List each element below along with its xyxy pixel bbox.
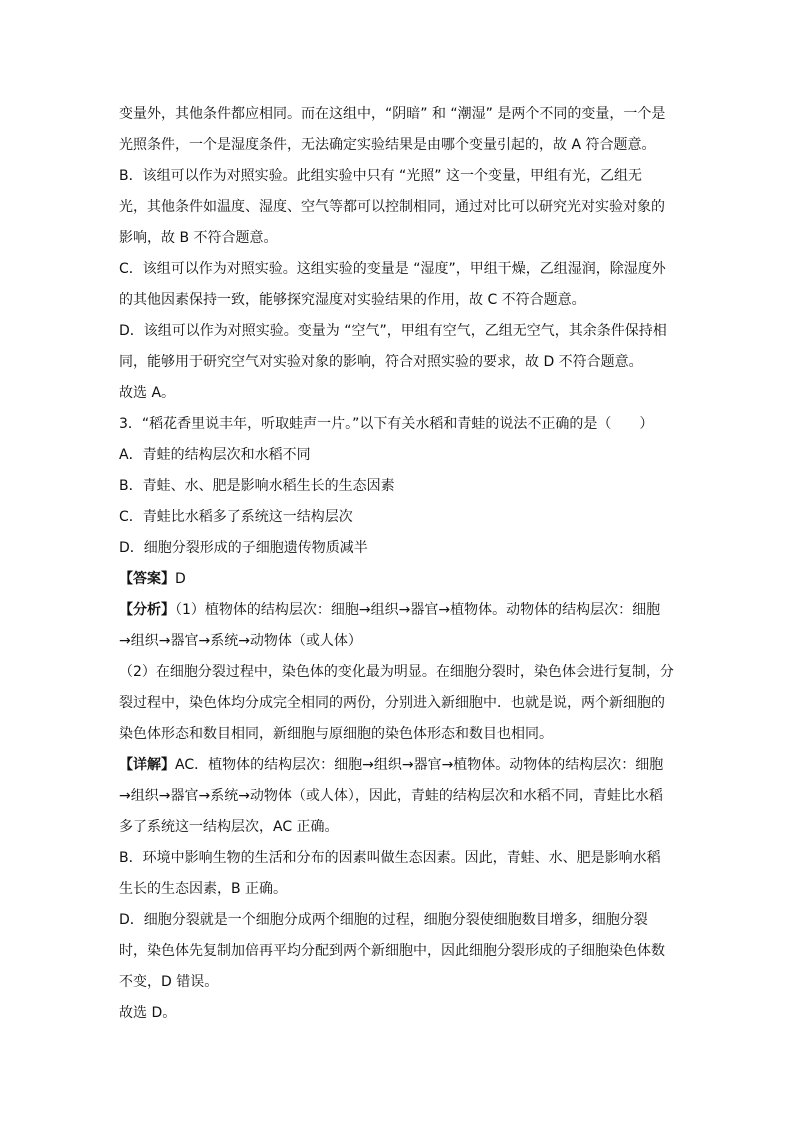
detail-text: AC．植物体的结构层次：细胞→组织→器官→植物体。动物体的结构层次：细胞 bbox=[175, 757, 664, 773]
option-b: B．青蛙、水、肥是影响水稻生长的生态因素 bbox=[119, 478, 395, 494]
answer-line bbox=[119, 569, 689, 589]
text-line: 生长的生态因素，B 正确。 bbox=[119, 881, 288, 897]
text-line: B．环境中影响生物的生活和分布的因素叫做生态因素。因此，青蛙、水、肥是影响水稻 bbox=[119, 850, 661, 866]
analysis-line bbox=[119, 600, 689, 620]
text-line: 染色体形态和数目相同，新细胞与原细胞的染色体形态和数目也相同。 bbox=[119, 726, 553, 742]
text-line: 影响，故 B 不符合题意。 bbox=[119, 230, 278, 246]
detail-label: 【详解】 bbox=[119, 757, 175, 773]
text-line: （2）在细胞分裂过程中，染色体的变化最为明显。在细胞分裂时，染色体会进行复制，分 bbox=[119, 664, 674, 680]
text-line: →组织→器官→系统→动物体（或人体） bbox=[119, 633, 362, 649]
text-line: 的其他因素保持一致，能够探究湿度对实验结果的作用，故 C 不符合题意。 bbox=[119, 292, 586, 308]
analysis-label: 【分析】 bbox=[119, 602, 175, 618]
text-line: →组织→器官→系统→动物体（或人体），因此，青蛙的结构层次和水稻不同，青蛙比水稻 bbox=[119, 788, 663, 804]
text-line: 光，其他条件如温度、湿度、空气等都可以控制相同，通过对比可以研究光对实验对象的 bbox=[119, 199, 665, 215]
text-line: 故选 D。 bbox=[119, 1005, 177, 1021]
detail-line bbox=[119, 755, 689, 775]
text-line: 光照条件，一个是湿度条件，无法确定实验结果是由哪个变量引起的，故 A 符合题意。 bbox=[119, 137, 656, 153]
text-line: 同，能够用于研究空气对实验对象的影响，符合对照实验的要求，故 D 不符合题意。 bbox=[119, 354, 643, 370]
option-c: C．青蛙比水稻多了系统这一结构层次 bbox=[119, 509, 353, 525]
text-line: 时，染色体先复制加倍再平均分配到两个新细胞中，因此细胞分裂形成的子细胞染色体数 bbox=[119, 943, 665, 959]
option-d: D．细胞分裂形成的子细胞遗传物质减半 bbox=[119, 540, 368, 556]
text-line: D．该组可以作为对照实验。变量为 “空气”，甲组有空气，乙组无空气，其余条件保持相 bbox=[119, 323, 667, 339]
text-line: B．该组可以作为对照实验。此组实验中只有 “光照” 这一个变量，甲组有光，乙组无 bbox=[119, 168, 643, 184]
analysis-text: （1）植物体的结构层次：细胞→组织→器官→植物体。动物体的结构层次：细胞 bbox=[175, 602, 661, 618]
text-line: C．该组可以作为对照实验。这组实验的变量是 “湿度”，甲组干燥，乙组湿润，除湿度外 bbox=[119, 261, 666, 277]
option-a: A．青蛙的结构层次和水稻不同 bbox=[119, 447, 311, 463]
text-line: 不变，D 错误。 bbox=[119, 974, 219, 990]
answer-value: D bbox=[175, 571, 186, 587]
answer-label: 【答案】 bbox=[119, 571, 175, 587]
text-line: 变量外，其他条件都应相同。而在这组中，“阴暗” 和 “潮湿” 是两个不同的变量，一个是 bbox=[119, 106, 666, 122]
question-stem: 3．“稻花香里说丰年，听取蛙声一片。”以下有关水稻和青蛙的说法不正确的是（ ） bbox=[119, 416, 654, 432]
text-line: 故选 A。 bbox=[119, 385, 176, 401]
text-line: D．细胞分裂就是一个细胞分成两个细胞的过程，细胞分裂使细胞数目增多，细胞分裂 bbox=[119, 912, 648, 928]
text-line: 多了系统这一结构层次，AC 正确。 bbox=[119, 819, 339, 835]
text-line: 裂过程中，染色体均分成完全相同的两份，分别进入新细胞中．也就是说，两个新细胞的 bbox=[119, 695, 665, 711]
